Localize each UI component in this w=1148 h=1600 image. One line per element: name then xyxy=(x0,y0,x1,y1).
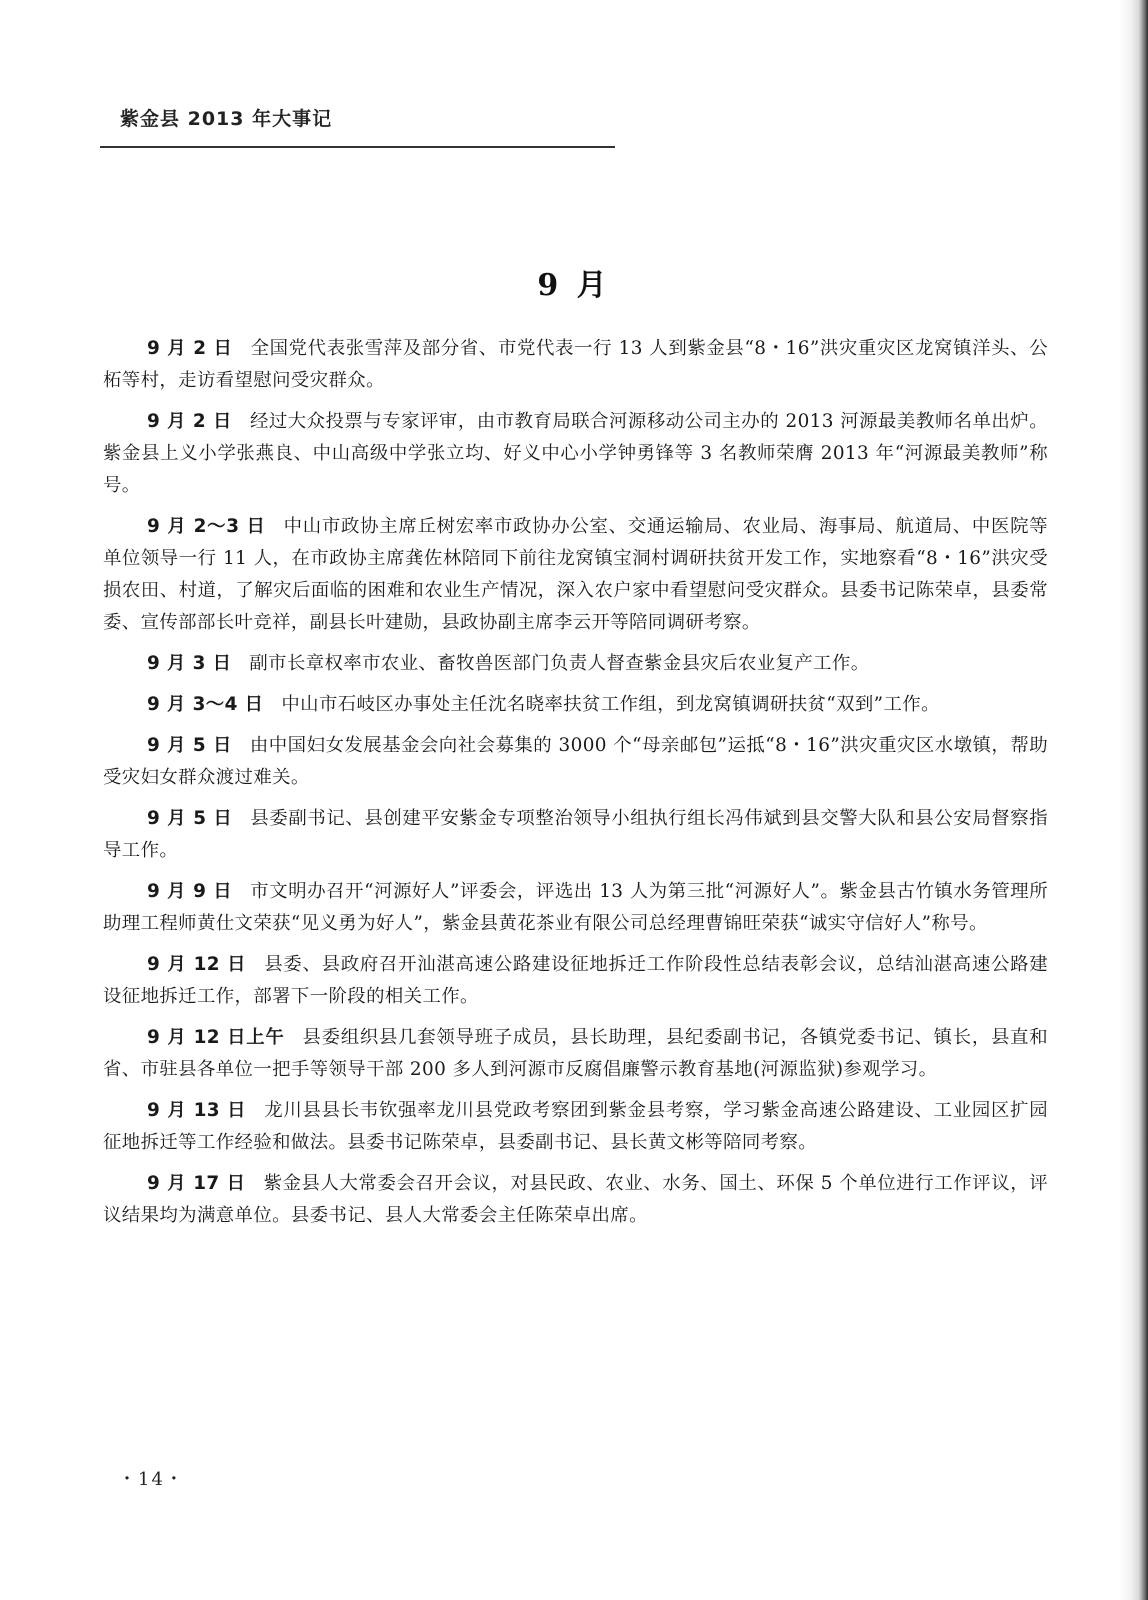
entry-text: 中山市政协主席丘树宏率市政协办公室、交通运输局、农业局、海事局、航道局、中医院等单位领导一行 11 人，在市政协主席龚佐林陪同下前往龙窝镇宝洞村调研扶贫开发工作，实地察看“8・16”洪灾受损农田、村道，了解灾后面临的困难和农业生产情况，深入农户家中看望慰问受灾群众。县委书记陈荣卓，县委常委、宣传部部长叶竞祥，副县长叶建勋，县政协副主席李云开等陪同调研考察。 xyxy=(103,516,1048,633)
chronicle-entry xyxy=(103,1095,1048,1159)
entry-text: 经过大众投票与专家评审，由市教育局联合河源移动公司主办的 2013 河源最美教师名单出炉。紫金县上义小学张燕良、中山高级中学张立均、好义中心小学钟勇锋等 3 名教师荣膺 2013 年“河源最美教师”称号。 xyxy=(103,411,1049,496)
chronicle-entry xyxy=(103,1022,1048,1086)
entry-text: 中山市石岐区办事处主任沈名晓率扶贫工作组，到龙窝镇调研扶贫“双到”工作。 xyxy=(281,694,940,715)
page-number: ・14・ xyxy=(118,1469,185,1490)
entry-date: 9 月 13 日 xyxy=(147,1100,247,1121)
entry-date: 9 月 5 日 xyxy=(147,735,232,756)
entry-text: 紫金县人大常委会召开会议，对县民政、农业、水务、国土、环保 5 个单位进行工作评议，评议结果均为满意单位。县委书记、县人大常委会主任陈荣卓出席。 xyxy=(103,1173,1048,1226)
chronicle-entry xyxy=(103,333,1048,397)
chronicle-entry xyxy=(103,648,1048,680)
entry-text: 县委副书记、县创建平安紫金专项整治领导小组执行组长冯伟斌到县交警大队和县公安局督察指导工作。 xyxy=(103,808,1048,861)
chronicle-entry xyxy=(103,511,1048,639)
entry-date: 9 月 2～3 日 xyxy=(147,516,266,537)
entry-text: 市文明办召开“河源好人”评委会，评选出 13 人为第三批“河源好人”。紫金县古竹镇水务管理所助理工程师黄仕文荣获“见义勇为好人”，紫金县黄花茶业有限公司总经理曹锦旺荣获“诚实守信好人”称号。 xyxy=(103,881,1048,934)
entry-text: 全国党代表张雪萍及部分省、市党代表一行 13 人到紫金县“8・16”洪灾重灾区龙窝镇洋头、公柘等村，走访看望慰问受灾群众。 xyxy=(103,338,1048,391)
entry-text: 县委组织县几套领导班子成员，县长助理，县纪委副书记，各镇党委书记、镇长，县直和省、市驻县各单位一把手等领导干部 200 多人到河源市反腐倡廉警示教育基地(河源监狱)参观学习。 xyxy=(103,1027,1048,1080)
chronicle-entry xyxy=(103,689,1048,721)
entry-text: 副市长章权率市农业、畜牧兽医部门负责人督查紫金县灾后农业复产工作。 xyxy=(249,653,870,674)
entry-date: 9 月 5 日 xyxy=(147,808,233,829)
chronicle-entry xyxy=(103,1168,1048,1232)
scan-border xyxy=(1118,0,1148,1600)
entry-date: 9 月 2 日 xyxy=(147,411,232,432)
header-rule xyxy=(100,146,615,148)
entry-date: 9 月 3～4 日 xyxy=(147,694,264,715)
entry-date: 9 月 3 日 xyxy=(147,653,232,674)
entry-text: 由中国妇女发展基金会向社会募集的 3000 个“母亲邮包”运抵“8・16”洪灾重灾区水墩镇，帮助受灾妇女群众渡过难关。 xyxy=(103,735,1048,788)
chronicle-entry xyxy=(103,876,1048,940)
entry-text: 龙川县县长韦钦强率龙川县党政考察团到紫金县考察，学习紫金高速公路建设、工业园区扩园征地拆迁等工作经验和做法。县委书记陈荣卓，县委副书记、县长黄文彬等陪同考察。 xyxy=(103,1100,1048,1153)
entry-date: 9 月 9 日 xyxy=(147,881,233,902)
entry-date: 9 月 17 日 xyxy=(147,1173,246,1194)
chronicle-entry xyxy=(103,406,1048,502)
section-title: 9 月 xyxy=(537,268,611,303)
entry-date: 9 月 12 日上午 xyxy=(147,1027,285,1048)
entry-date: 9 月 2 日 xyxy=(147,338,233,359)
running-header: 紫金县 2013 年大事记 xyxy=(120,108,333,130)
entry-text: 县委、县政府召开汕湛高速公路建设征地拆迁工作阶段性总结表彰会议，总结汕湛高速公路建设征地拆迁工作，部署下一阶段的相关工作。 xyxy=(103,954,1048,1007)
chronicle-entry xyxy=(103,730,1048,794)
chronicle-entry xyxy=(103,949,1048,1013)
entry-date: 9 月 12 日 xyxy=(147,954,247,975)
chronicle-entries xyxy=(103,333,1048,1241)
chronicle-entry xyxy=(103,803,1048,867)
